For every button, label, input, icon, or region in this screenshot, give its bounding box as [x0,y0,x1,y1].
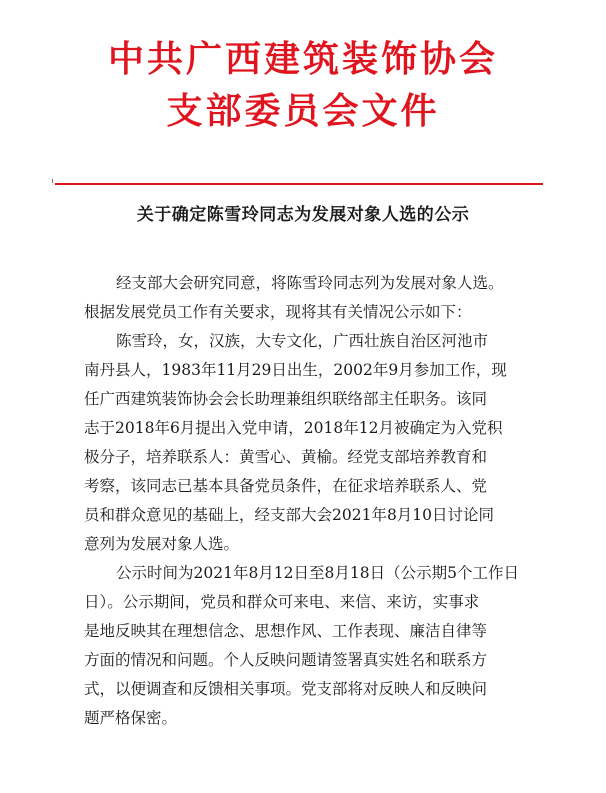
notice-body [84,269,534,733]
rule-mark [52,179,53,183]
body-line: 南丹县人，1983年11月29日出生，2002年9月参加工作，现 [84,361,507,379]
body-line: 志于2018年6月提出入党申请，2018年12月被确定为入党积 [84,419,503,437]
body-line: 考察，该同志已基本具备党员条件，在征求培养联系人、党 [84,477,488,495]
body-line: 题严格保密。 [84,709,178,727]
body-line: 公示时间为2021年8月12日至8月18日（公示期5个工作日 [116,564,519,582]
body-line: 是地反映其在理想信念、思想作风、工作表现、廉洁自律等 [84,622,488,640]
body-line: 员和群众意见的基础上，经支部大会2021年8月10日讨论同 [84,506,495,524]
body-line: 根据发展党员工作有关要求，现将其有关情况公示如下： [84,303,472,321]
document-header-line-1: 中共广西建筑装饰协会 [107,39,498,80]
body-line: 意列为发展对象人选。 [84,535,240,553]
body-line: 日）。公示期间，党员和群众可来电、来信、来访，实事求 [84,593,480,611]
document-header-line-2: 支部委员会文件 [166,91,440,132]
body-line: 极分子，培养联系人：黄雪心、黄榆。经党支部培养教育和 [84,448,488,466]
notice-title: 关于确定陈雪玲同志为发展对象人选的公示 [136,205,470,225]
body-line: 方面的情况和问题。个人反映问题请签署真实姓名和联系方 [84,651,488,669]
red-divider-rule [55,183,543,185]
body-line: 陈雪玲，女，汉族，大专文化，广西壮族自治区河池市 [116,332,489,350]
body-line: 式，以便调查和反馈相关事项。党支部将对反映人和反映问 [84,680,488,698]
body-line: 任广西建筑装饰协会会长助理兼组织联络部主任职务。该同 [84,390,488,408]
body-line: 经支部大会研究同意，将陈雪玲同志列为发展对象人选。 [116,274,504,292]
